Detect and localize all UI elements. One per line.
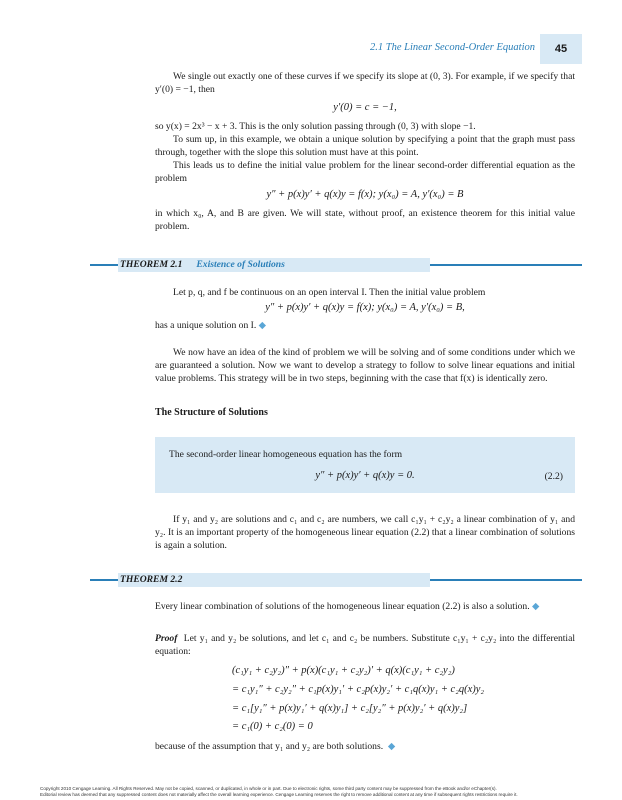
paragraph-linear-combination: If y₁ and y₂ are solutions and c₁ and c₂ are numbers, we call c₁y₁ + c₂y₂ a linear combination of y₁ and y₂. It is an important property of the homogeneous linear equation (2.2) that a linear combination of solutions is again a solution. xyxy=(155,514,575,551)
equation-number: (2.2) xyxy=(544,471,563,482)
end-of-proof-icon: ◆ xyxy=(387,741,396,752)
copyright-line-2: Editorial review has deemed that any suppressed content does not materially affect the overall learning experience. Cengage Learning reserves the right to remove additional content at any time if subsequent rights restrictions require it. xyxy=(40,792,518,797)
theorem-label: THEOREM 2.2 xyxy=(120,574,183,585)
page-number: 45 xyxy=(554,43,568,55)
proof-label: Proof xyxy=(155,633,178,644)
proof-closing-line xyxy=(155,740,575,753)
definition-box xyxy=(155,437,575,493)
theorem-2-2-header xyxy=(90,573,582,587)
theorem-label: THEOREM 2.1 xyxy=(120,259,183,270)
theorem-2-1-conclusion: has a unique solution on I. xyxy=(155,320,257,331)
theorem-name: Existence of Solutions xyxy=(196,259,285,270)
equation-slope: y′(0) = c = −1, xyxy=(333,102,397,113)
theorem-rule-right xyxy=(430,579,582,581)
definition-equation: y″ + p(x)y′ + q(x)y = 0. xyxy=(315,470,415,481)
theorem-rule-left xyxy=(90,579,118,581)
section-heading: The Structure of Solutions xyxy=(155,407,268,418)
page-number-box xyxy=(540,34,582,64)
theorem-2-1-statement: Let p, q, and f be continuous on an open interval I. Then the initial value problem xyxy=(173,287,486,298)
paragraph-given: in which x₀, A, and B are given. We will state, without proof, an existence theorem for this initial value problem. xyxy=(155,208,575,232)
theorem-label-box xyxy=(118,573,430,587)
end-of-theorem-icon: ◆ xyxy=(532,601,540,612)
theorem-2-1-equation: y″ + p(x)y′ + q(x)y = f(x); y(x₀) = A, y′(x₀) = B, xyxy=(265,302,465,313)
equation-ivp: y″ + p(x)y′ + q(x)y = f(x); y(x₀) = A, y′(x₀) = B xyxy=(266,189,464,200)
running-header-title: 2.1 The Linear Second-Order Equation xyxy=(370,42,535,53)
theorem-rule-left xyxy=(90,264,118,266)
theorem-rule-right xyxy=(430,264,582,266)
proof-line-3: = c₁[y₁″ + p(x)y₁′ + q(x)y₁] + c₂[y₂″ + p(x)y₂′ + q(x)y₂] xyxy=(232,703,468,714)
proof-line-2: = c₁y₁″ + c₂y₂″ + c₁p(x)y₁′ + c₂p(x)y₂′ + c₁q(x)y₁ + c₂q(x)y₂ xyxy=(232,684,485,695)
theorem-2-1-header xyxy=(90,258,582,272)
theorem-2-2-statement: Every linear combination of solutions of the homogeneous linear equation (2.2) is also a solution. xyxy=(155,601,530,612)
proof-line-1: (c₁y₁ + c₂y₂)″ + p(x)(c₁y₁ + c₂y₂)′ + q(x)(c₁y₁ + c₂y₂) xyxy=(232,665,455,676)
theorem-2-2-statement-line xyxy=(155,600,575,613)
theorem-2-1-conclusion-line xyxy=(155,319,575,332)
proof-intro-line xyxy=(155,632,575,658)
paragraph-solution: so y(x) = 2x³ − x + 3. This is the only solution passing through (0, 3) with slope −1. xyxy=(155,121,476,132)
paragraph-strategy: We now have an idea of the kind of problem we will be solving and of some conditions under which we are guaranteed a solution. Now we want to develop a strategy to follow to solve linear equations and initial value problems. This strategy will be in two steps, beginning with the case that f(x) is identically zero. xyxy=(155,347,575,384)
proof-line-4: = c₁(0) + c₂(0) = 0 xyxy=(232,721,313,732)
theorem-label-box xyxy=(118,258,430,272)
paragraph-summary: To sum up, in this example, we obtain a unique solution by specifying a point that the graph must pass through, together with the slope this solution must have at this point. xyxy=(155,134,575,158)
copyright-line-1: Copyright 2010 Cengage Learning. All Rights Reserved. May not be copied, scanned, or duplicated, in whole or in part. Due to electronic rights, some third party content may be suppressed from the eBook and/or eChapter(s). xyxy=(40,786,497,791)
proof-closing: because of the assumption that y₁ and y₂ are both solutions. xyxy=(155,741,384,752)
paragraph-slope: We single out exactly one of these curves if we specify its slope at (0, 3). For example, if we specify that y′(0) = −1, then xyxy=(155,71,575,95)
end-of-theorem-icon: ◆ xyxy=(258,320,267,331)
proof-text: Let y₁ and y₂ be solutions, and let c₁ and c₂ be numbers. Substitute c₁y₁ + c₂y₂ into the differential equation: xyxy=(155,633,576,657)
definition-text: The second-order linear homogeneous equation has the form xyxy=(169,449,403,460)
paragraph-define-ivp: This leads us to define the initial value problem for the linear second-order differential equation as the problem xyxy=(155,160,575,184)
